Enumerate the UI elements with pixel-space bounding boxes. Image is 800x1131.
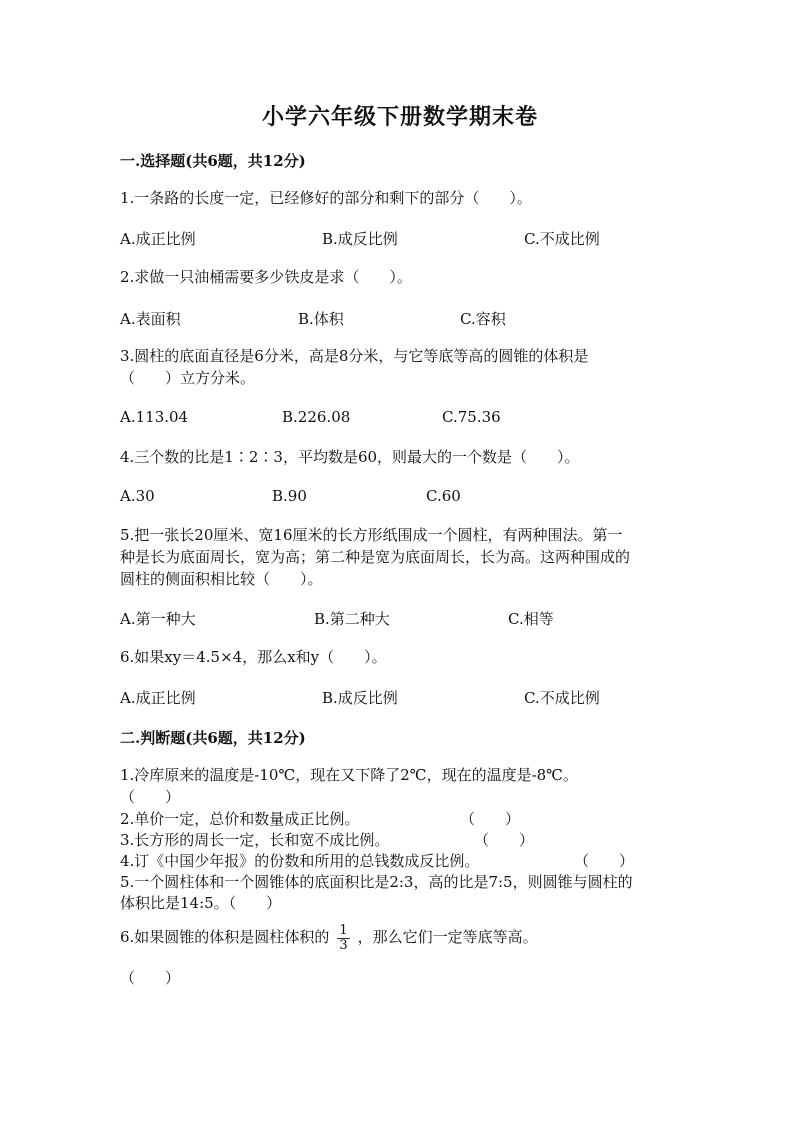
judgement-5-line-2: 体积比是14:5。（ ）: [120, 894, 282, 912]
page-title: 小学六年级下册数学期末卷: [261, 104, 538, 130]
section-heading-judgement: 二.判断题(共6题，共12分): [120, 729, 306, 747]
judgement-5-line-1: 5.一个圆柱体和一个圆锥体的底面积比是2:3，高的比是7:5，则圆锥与圆柱的: [120, 873, 633, 891]
question-3-line-1: 3.圆柱的底面直径是6分米，高是8分米，与它等底等高的圆锥的体积是: [120, 347, 589, 365]
question-1: 1.一条路的长度一定，已经修好的部分和剩下的部分（ ）。: [120, 189, 532, 207]
question-4-option-b: B.90: [272, 487, 307, 505]
judgement-1-line-1: 1.冷库原来的温度是-10℃，现在又下降了2℃，现在的温度是-8℃。: [120, 766, 578, 784]
question-3-option-b: B.226.08: [282, 408, 351, 426]
judgement-6-before: 6.如果圆锥的体积是圆柱体积的: [120, 928, 330, 946]
question-6: 6.如果xy＝4.5×4，那么x和y（ ）。: [120, 648, 387, 666]
fraction-one-third: [337, 924, 349, 953]
question-2-option-b: B.体积: [298, 310, 344, 328]
judgement-4-answer-blank: （ ）: [574, 852, 635, 870]
question-2: 2.求做一只油桶需要多少铁皮是求（ ）。: [120, 268, 412, 286]
judgement-2: 2.单价一定，总价和数量成正比例。: [120, 810, 360, 828]
question-4-option-a: A.30: [120, 487, 155, 505]
question-3-line-2: （ ）立方分米。: [120, 369, 256, 387]
judgement-2-answer-blank: （ ）: [460, 810, 521, 828]
question-5-line-2: 种是长为底面周长，宽为高；第二种是宽为底面周长，长为高。这两种围成的: [120, 548, 631, 566]
question-1-option-b: B.成反比例: [322, 230, 398, 248]
question-5-line-1: 5.把一张长20厘米、宽16厘米的长方形纸围成一个圆柱，有两种围法。第一: [120, 526, 623, 544]
question-1-option-c: C.不成比例: [524, 230, 600, 248]
question-3-option-c: C.75.36: [442, 408, 501, 426]
judgement-3: 3.长方形的周长一定，长和宽不成比例。: [120, 831, 390, 849]
judgement-3-answer-blank: （ ）: [474, 831, 535, 849]
judgement-4: 4.订《中国少年报》的份数和所用的总钱数成反比例。: [120, 852, 480, 870]
question-6-option-b: B.成反比例: [322, 689, 398, 707]
question-5-option-b: B.第二种大: [314, 610, 390, 628]
question-6-option-c: C.不成比例: [524, 689, 600, 707]
question-4: 4.三个数的比是1∶2∶3，平均数是60，则最大的一个数是（ ）。: [120, 448, 580, 466]
fraction-denominator: 3: [339, 937, 348, 953]
question-5-option-c: C.相等: [508, 610, 554, 628]
judgement-6-answer-blank: （ ）: [120, 969, 181, 987]
judgement-6-after: ，那么它们一定等底等高。: [357, 928, 538, 946]
question-5-line-3: 圆柱的侧面积相比较（ ）。: [120, 570, 323, 588]
question-2-option-c: C.容积: [460, 310, 506, 328]
question-4-option-c: C.60: [426, 487, 461, 505]
judgement-1-line-2: （ ）: [120, 788, 181, 806]
question-3-option-a: A.113.04: [120, 408, 189, 426]
question-2-option-a: A.表面积: [120, 310, 181, 328]
question-1-option-a: A.成正比例: [120, 230, 196, 248]
section-heading-choice: 一.选择题(共6题，共12分): [120, 152, 306, 170]
question-6-option-a: A.成正比例: [120, 689, 196, 707]
question-5-option-a: A.第一种大: [120, 610, 196, 628]
judgement-6: [120, 922, 538, 953]
fraction-numerator: 1: [339, 922, 348, 938]
